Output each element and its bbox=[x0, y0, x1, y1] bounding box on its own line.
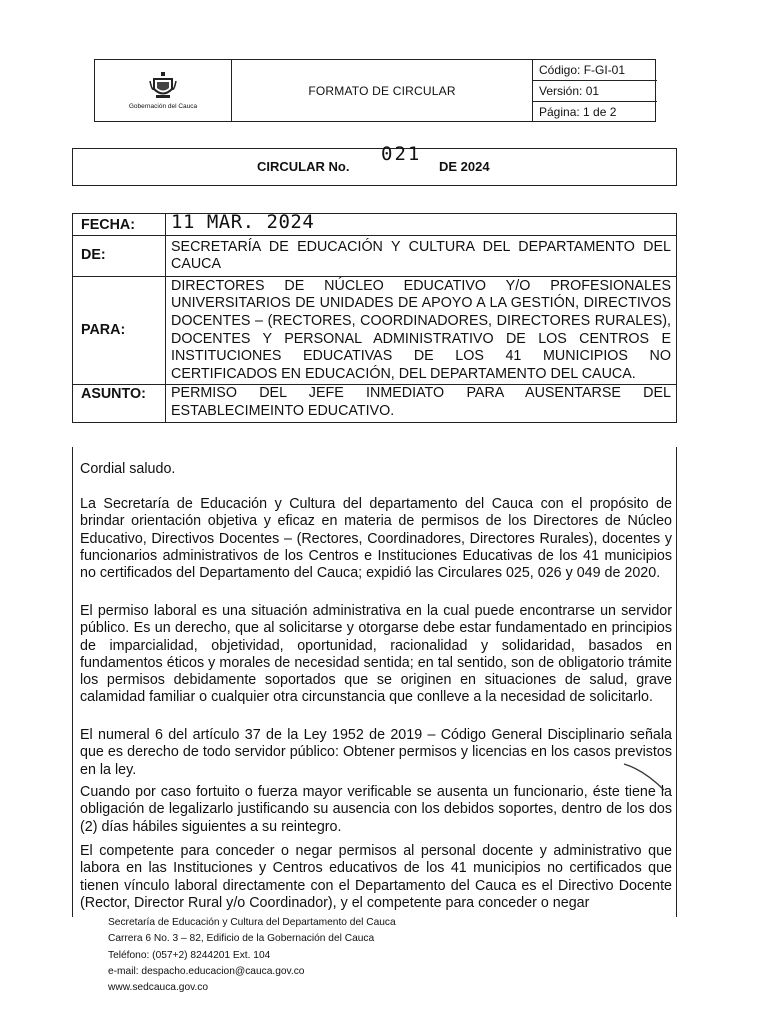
pen-stroke-mark bbox=[620, 760, 670, 796]
de-label: DE: bbox=[73, 235, 166, 276]
footer-email: e-mail: despacho.educacion@cauca.gov.co bbox=[108, 965, 305, 977]
paragraph-3 bbox=[80, 727, 672, 779]
para-row bbox=[73, 276, 677, 385]
document-version: Versión: 01 bbox=[533, 81, 657, 102]
paragraph-5-text: El competente para conceder o negar permisos al personal docente y administrativo que labora en las Instituciones y Centros educativos de los 41 municipios no certificados que tienen vínculo laboral directamente con el Departamento del Cauca es el Directivo Docente (Rector, Director Rural y/o Coordinador), y el competente para conceder o negar bbox=[80, 843, 672, 911]
paragraph-4-text: Cuando por caso fortuito o fuerza mayor verificable se ausenta un funcionario, éste tiene la obligación de legalizarlo justificando su ausencia con los debidos soportes, dentro de los dos (2) días hábiles siguientes a su reintegro. bbox=[80, 784, 672, 835]
document-meta bbox=[532, 60, 657, 121]
page-footer bbox=[108, 915, 396, 996]
fecha-label: FECHA: bbox=[73, 214, 166, 236]
circular-label: CIRCULAR No. bbox=[257, 159, 350, 174]
fecha-row bbox=[73, 214, 677, 236]
circular-number-box bbox=[72, 143, 677, 186]
circular-year: DE 2024 bbox=[439, 159, 490, 174]
para-value: DIRECTORES DE NÚCLEO EDUCATIVO Y/O PROFESIONALES UNIVERSITARIOS DE UNIDADES DE APOYO A LA GESTIÓN, DIRECTIVOS DOCENTES – (RECTORES, COORDINADORES, DIRECTORES RURALES), DOCENTES Y PERSONAL ADMINISTRATIVO DE LOS CENTROS E INSTITUCIONES EDUCATIVAS DE LOS 41 MUNICIPIOS NO CERTIFICADOS EN EDUCACIÓN, DEL DEPARTAMENTO DEL CAUCA. bbox=[166, 276, 677, 385]
logo-cell bbox=[95, 60, 232, 121]
footer-address: Carrera 6 No. 3 – 82, Edificio de la Gobernación del Cauca bbox=[108, 933, 375, 945]
document-code: Código: F-GI-01 bbox=[533, 60, 657, 81]
de-value: SECRETARÍA DE EDUCACIÓN Y CULTURA DEL DEPARTAMENTO DEL CAUCA bbox=[166, 235, 677, 276]
footer-secretaria: Secretaría de Educación y Cultura del Departamento del Cauca bbox=[108, 917, 396, 928]
paragraph-2-text: El permiso laboral es una situación administrativa en la cual puede encontrarse un servidor público. Es un derecho, que al solicitarse y otorgarse debe estar fundamentado en principios de imparcialidad, objetividad, oportunidad, racionalidad y solidaridad, basados en fundamentos éticos y morales de necesidad sentida; en tal sentido, son de obligatorio trámite los permisos debidamente soportados que se originen en situaciones de salud, grave calamidad familiar o cualquier otra circunstancia que conlleve a la necesidad de solicitarlo. bbox=[80, 603, 672, 706]
paragraph-1 bbox=[80, 496, 672, 582]
greeting bbox=[80, 461, 672, 478]
paragraph-4 bbox=[80, 784, 672, 836]
asunto-label: ASUNTO: bbox=[73, 385, 166, 422]
logo-caption: Gobernación del Cauca bbox=[128, 103, 198, 110]
footer-website: www.sedcauca.gov.co bbox=[108, 982, 209, 994]
para-label: PARA: bbox=[73, 276, 166, 385]
asunto-value: PERMISO DEL JEFE INMEDIATO PARA AUSENTARSE DEL ESTABLECIMEINTO EDUCATIVO. bbox=[166, 385, 677, 422]
format-title: FORMATO DE CIRCULAR bbox=[308, 83, 456, 98]
footer-phone: Teléfono: (057+2) 8244201 Ext. 104 bbox=[108, 949, 271, 961]
paragraph-1-text: La Secretaría de Educación y Cultura del departamento del Cauca con el propósito de brindar orientación objetiva y eficaz en materia de permisos de los Directores de Núcleo Educativo, Directivos Docentes – (Rectores, Coordinadores, Directores Rurales), docentes y funcionarios administrativos de los Centros e Instituciones Educativas de los 41 municipios no certificados del Departamento del Cauca; expidió las Circulares 025, 026 y 049 de 2020. bbox=[80, 496, 672, 582]
greeting-text: Cordial saludo. bbox=[80, 461, 176, 477]
circular-info-table bbox=[72, 213, 677, 423]
asunto-row bbox=[73, 385, 677, 422]
paragraph-3-text: El numeral 6 del artículo 37 de la Ley 1952 de 2019 – Código General Disciplinario señala que es derecho de todo servidor público: Obtener permisos y licencias en los casos previstos en la ley. bbox=[80, 727, 672, 778]
de-row bbox=[73, 235, 677, 276]
circular-number: 021 bbox=[381, 143, 422, 165]
page-indicator: Página: 1 de 2 bbox=[539, 105, 617, 119]
document-header bbox=[94, 59, 656, 122]
paragraph-5 bbox=[80, 843, 672, 912]
coat-of-arms-icon bbox=[148, 71, 178, 101]
fecha-value: 11 MAR. 2024 bbox=[166, 214, 677, 236]
paragraph-2 bbox=[80, 603, 672, 707]
